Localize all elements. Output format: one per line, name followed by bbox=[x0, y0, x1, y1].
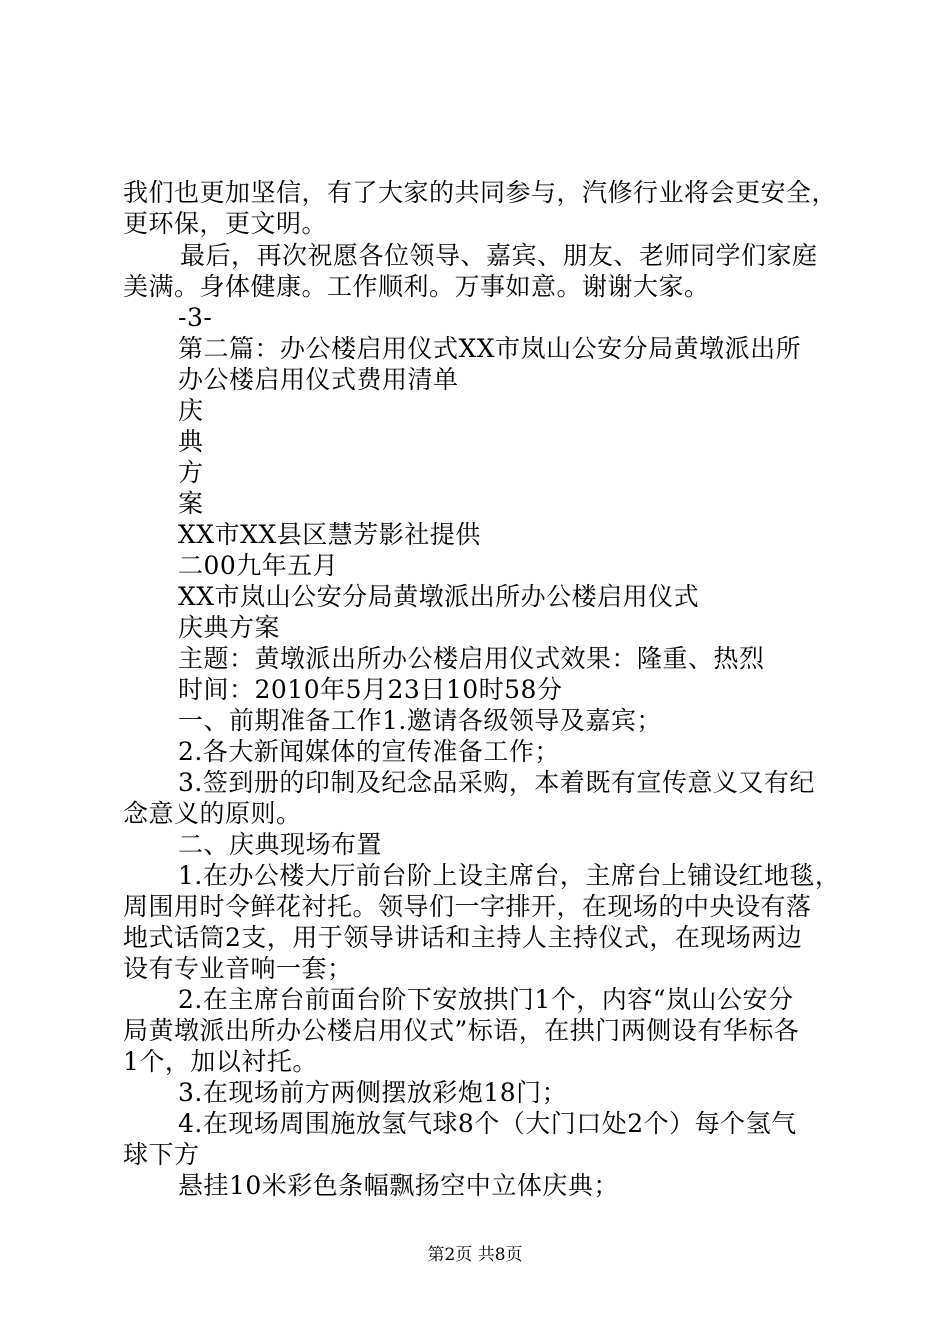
text-line: 1个，加以衬托。 bbox=[123, 1047, 318, 1076]
text-line: XX市岚山公安分局黄墩派出所办公楼启用仪式 bbox=[178, 582, 700, 611]
text-line: 庆 bbox=[178, 396, 204, 425]
text-line: 1.在办公楼大厅前台阶上设主席台，主席台上铺设红地毯， bbox=[178, 861, 841, 890]
text-line: 3.签到册的印制及纪念品采购，本着既有宣传意义又有纪 bbox=[178, 768, 815, 797]
section-heading: 第二篇：办公楼启用仪式XX市岚山公安分局黄墩派出所 bbox=[178, 334, 802, 363]
text-line: 方 bbox=[178, 458, 204, 487]
text-line: 美满。身体健康。工作顺利。万事如意。谢谢大家。 bbox=[123, 272, 710, 301]
text-line: 二00九年五月 bbox=[178, 551, 339, 580]
text-line: 办公楼启用仪式费用清单 bbox=[178, 365, 459, 394]
text-line: 念意义的原则。 bbox=[123, 799, 302, 828]
text-line: 一、前期准备工作1.邀请各级领导及嘉宾； bbox=[178, 706, 662, 735]
text-line: 更环保，更文明。 bbox=[123, 209, 328, 238]
text-line: 设有专业音响一套； bbox=[123, 954, 353, 983]
text-line: 庆典方案 bbox=[178, 613, 281, 642]
text-line: 我们也更加坚信，有了大家的共同参与，汽修行业将会更安全， bbox=[123, 178, 838, 207]
text-line: 地式话筒2支，用于领导讲话和主持人主持仪式，在现场两边 bbox=[123, 923, 803, 952]
text-line: 悬挂10米彩色条幅飘扬空中立体庆典； bbox=[178, 1171, 619, 1200]
text-line: 二、庆典现场布置 bbox=[178, 830, 383, 859]
text-line: 案 bbox=[178, 489, 204, 518]
text-line: 球下方 bbox=[123, 1140, 200, 1169]
text-line: 最后，再次祝愿各位领导、嘉宾、朋友、老师同学们家庭 bbox=[180, 241, 818, 270]
text-line: 2.各大新闻媒体的宣传准备工作； bbox=[178, 737, 560, 766]
page-footer: 第2页 共8页 bbox=[427, 1245, 523, 1265]
text-line: 典 bbox=[178, 427, 204, 456]
text-line: 局黄墩派出所办公楼启用仪式”标语，在拱门两侧设有华标各 bbox=[123, 1016, 800, 1045]
text-line: 4.在现场周围施放氢气球8个（大门口处2个）每个氢气 bbox=[178, 1109, 797, 1138]
text-line: 2.在主席台前面台阶下安放拱门1个，内容“岚山公安分 bbox=[178, 985, 794, 1014]
text-line: 3.在现场前方两侧摆放彩炮18门； bbox=[178, 1078, 568, 1107]
text-line: 周围用时令鲜花衬托。领导们一字排开，在现场的中央设有落 bbox=[123, 892, 812, 921]
text-line: 时间：2010年5月23日10时58分 bbox=[178, 675, 563, 704]
text-line: 主题：黄墩派出所办公楼启用仪式效果：隆重、热烈 bbox=[178, 644, 765, 673]
text-line: XX市XX县区慧芳影社提供 bbox=[178, 520, 481, 549]
page-number-marker: -3- bbox=[178, 303, 213, 332]
